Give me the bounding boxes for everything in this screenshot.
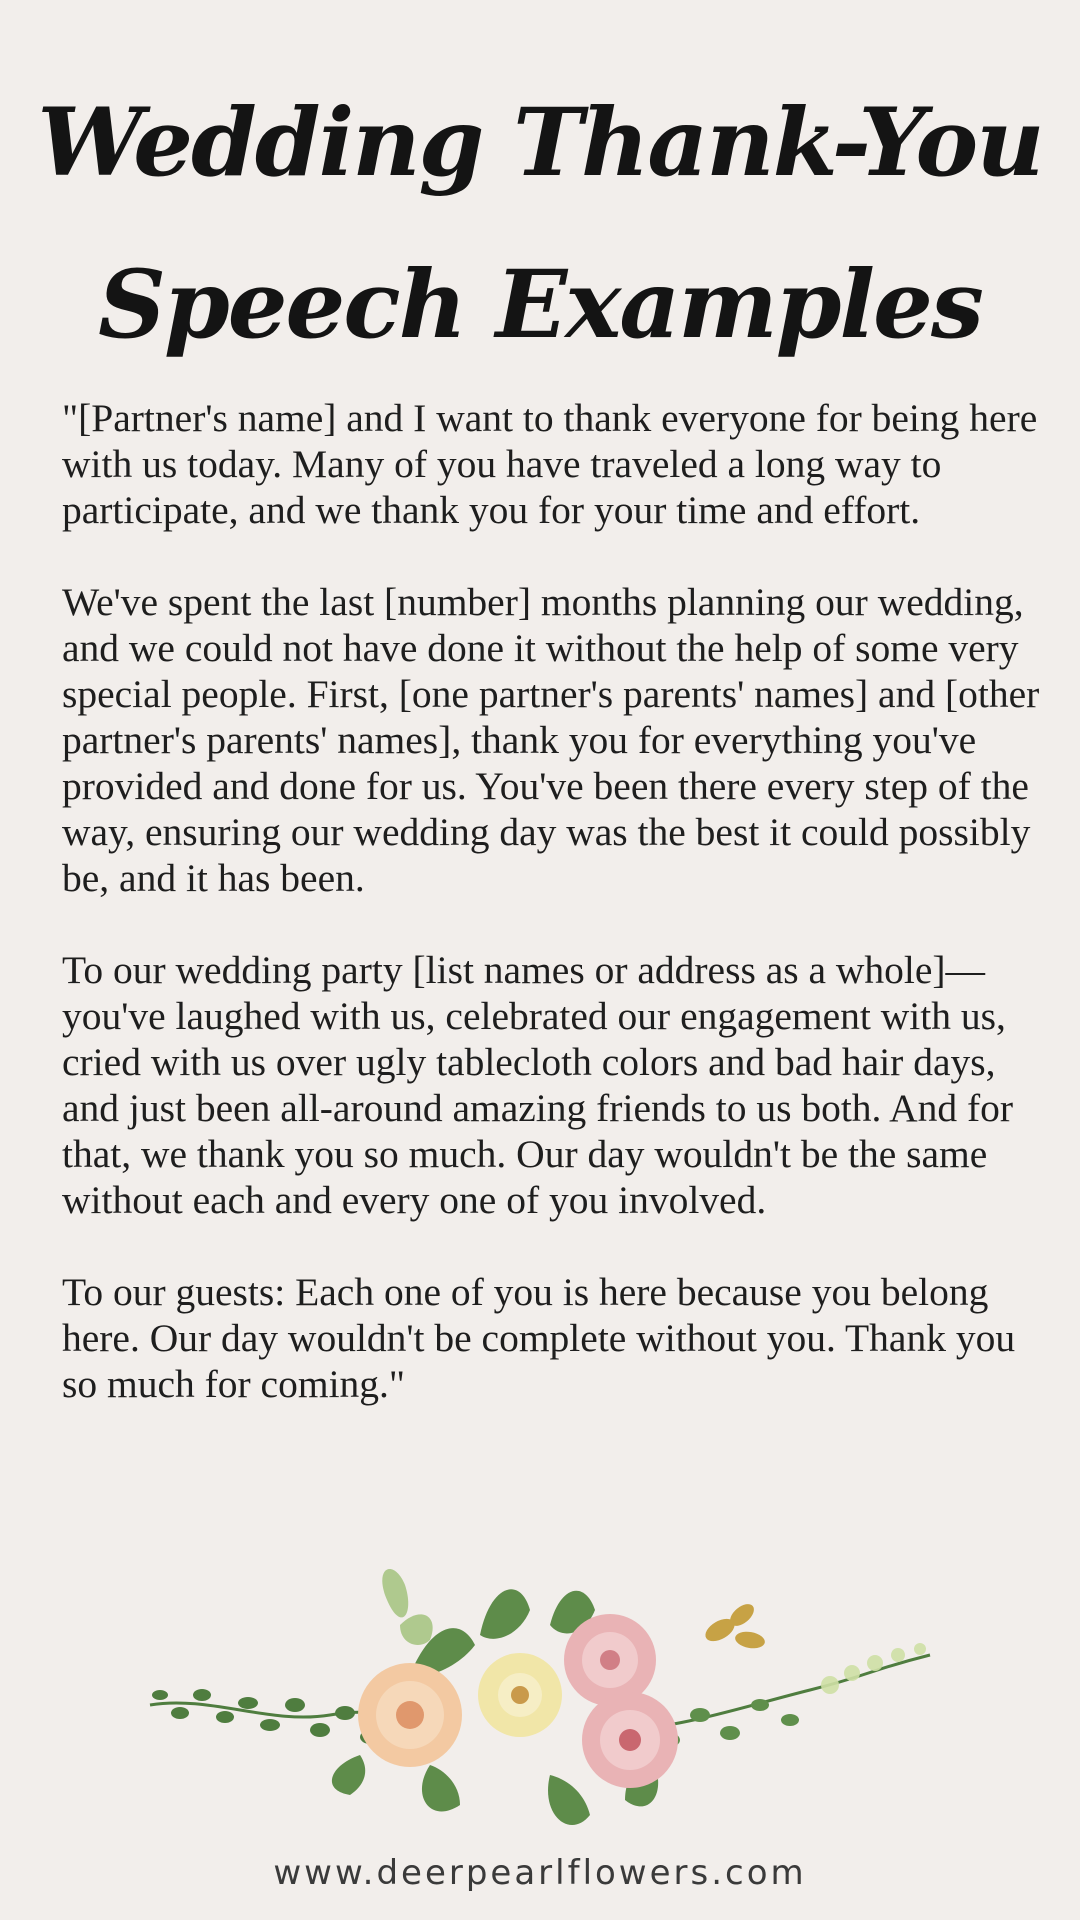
speech-text <box>62 395 1042 1453</box>
floral-illustration <box>130 1555 950 1855</box>
website-url: www.deerpearlflowers.com <box>273 1853 807 1893</box>
speech-paragraph-4: To our guests: Each one of you is here because you belong here. Our day wouldn't be complete without you. Thank you so much for coming." <box>62 1270 1016 1406</box>
speech-paragraph-1: "[Partner's name] and I want to thank everyone for being here with us today. Many of you have traveled a long way to participate, and we thank you for your time and effort. <box>62 396 1038 532</box>
page-title <box>0 62 1080 386</box>
speech-paragraph-2: We've spent the last [number] months planning our wedding, and we could not have done it without the help of some very special people. First, [one partner's parents' names] and [other partner's parents' names], thank you for everything you've provided and done for us. You've been there every step of the way, ensuring our wedding day was the best it could possibly be, and it has been. <box>62 580 1040 900</box>
title-line-1: Wedding Thank-You <box>37 88 1043 198</box>
title-line-2: Speech Examples <box>98 250 982 360</box>
speech-paragraph-3: To our wedding party [list names or address as a whole]—you've laughed with us, celebrated our engagement with us, cried with us over ugly tablecloth colors and bad hair days, and just been all-around amazing friends to us both. And for that, we thank you so much. Our day wouldn't be the same without each and every one of you involved. <box>62 948 1014 1222</box>
